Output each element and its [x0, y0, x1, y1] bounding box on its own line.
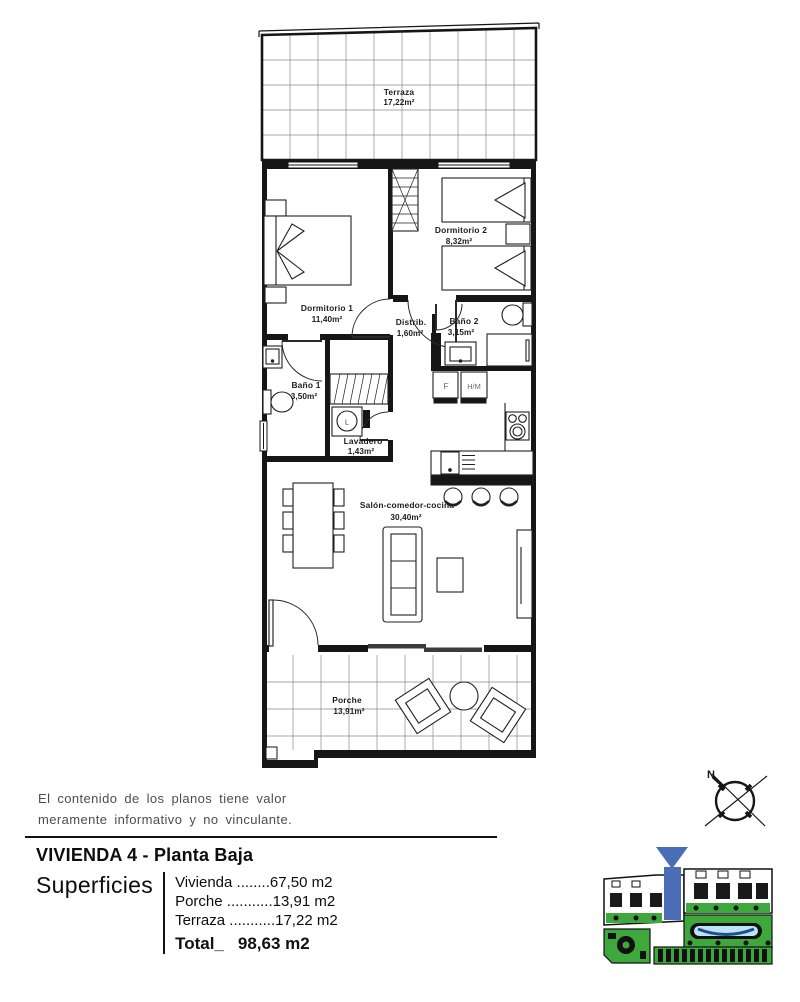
porch-table-icon — [450, 682, 478, 710]
room-label-salon: Salón-comedor-cocina — [359, 500, 455, 510]
washer-label: L — [345, 419, 349, 427]
room-area-salon: 30,40m² — [390, 513, 422, 522]
surface-label: Porche — [175, 893, 223, 910]
wardrobe-icon — [330, 374, 388, 404]
room-area-lavadero: 1,43m² — [347, 447, 375, 456]
surfaces-heading: Superficies — [36, 872, 154, 898]
room-label-bano2: Baño 2 — [449, 316, 479, 326]
disclaimer-line2: meramente informativo y no vinculante. — [38, 812, 293, 828]
shower-icon — [487, 334, 532, 366]
title-block-divider — [25, 836, 497, 838]
closet-icon — [392, 169, 418, 231]
floor-plan-drawing — [255, 20, 545, 770]
room-area-porche: 13,91m² — [333, 707, 365, 716]
surface-value: 17,22 m2 — [275, 912, 338, 929]
sink-icon — [263, 346, 282, 368]
room-label-dormitorio2: Dormitorio 2 — [434, 225, 488, 235]
outdoor-armchair-icon — [395, 678, 450, 733]
toilet-icon — [263, 390, 293, 414]
room-label-dormitorio1: Dormitorio 1 — [300, 303, 354, 313]
single-bed-icon — [442, 246, 531, 290]
room-area-bano2: 3,15m² — [447, 328, 475, 337]
oven-microwave-label: H/M — [467, 382, 481, 391]
door-dormitorio1 — [352, 299, 390, 337]
surface-value: 13,91 m2 — [272, 893, 336, 910]
tv-unit-icon — [517, 530, 532, 618]
total-value: 98,63 m2 — [237, 934, 310, 953]
dining-table-icon — [283, 483, 344, 568]
room-area-dormitorio2: 8,32m² — [445, 237, 473, 246]
surface-row-porche — [175, 892, 338, 911]
room-label-distribuidor: Distrib. — [395, 317, 427, 327]
compass-rose — [698, 762, 778, 837]
surface-label: Vivienda — [175, 874, 233, 891]
site-buildings-right — [684, 869, 772, 913]
site-plan-thumbnail — [598, 843, 778, 965]
disclaimer-line1: El contenido de los planos tiene valor — [38, 791, 287, 806]
sofa-icon — [383, 527, 422, 622]
room-area-bano1: 3,50m² — [290, 392, 318, 401]
surface-value: 67,50 m2 — [269, 874, 333, 891]
room-porche — [262, 652, 536, 768]
site-parking-row — [654, 947, 772, 964]
surfaces-table — [175, 872, 338, 954]
surface-row-vivienda — [175, 873, 338, 892]
sink-icon — [445, 342, 476, 365]
nightstand-icon — [265, 200, 286, 216]
site-yard-left — [604, 929, 650, 963]
door-bano1 — [282, 341, 322, 381]
fridge-label: F — [443, 381, 449, 391]
kitchen-peninsula — [431, 451, 533, 485]
room-area-dormitorio1: 11,40m² — [311, 315, 343, 324]
room-label-terraza: Terraza — [383, 87, 415, 97]
nightstand-icon — [506, 224, 530, 244]
room-label-lavadero: Lavadero — [343, 436, 383, 446]
surface-total-row — [175, 934, 338, 954]
hob-icon — [505, 403, 529, 451]
bar-stools-icon — [444, 488, 518, 506]
surface-label: Terraza — [175, 912, 226, 929]
door-entrance — [269, 600, 318, 646]
dot-leader: ........ — [232, 874, 270, 891]
room-area-distribuidor: 1,60m² — [396, 329, 424, 338]
total-label: Total_ — [175, 934, 224, 953]
nightstand-icon — [265, 287, 286, 303]
toilet-icon — [502, 303, 532, 326]
dot-leader: ........... — [222, 893, 273, 910]
double-bed-icon — [264, 200, 351, 303]
site-pool-zone — [684, 915, 772, 949]
room-area-terraza: 17,22m² — [383, 98, 415, 107]
plan-title: VIVIENDA 4 - Planta Baja — [36, 845, 254, 865]
surfaces-separator — [163, 872, 165, 954]
dot-leader: ........... — [225, 912, 276, 929]
room-label-bano1: Baño 1 — [291, 380, 321, 390]
outdoor-armchair-icon — [470, 687, 525, 742]
coffee-table-icon — [437, 558, 463, 592]
compass-ticks — [719, 785, 751, 817]
north-label: N — [707, 769, 715, 781]
surface-row-terraza — [175, 911, 338, 930]
disclaimer-note — [38, 788, 292, 831]
single-bed-icon — [442, 178, 531, 222]
room-label-porche: Porche — [332, 695, 362, 705]
title-block — [36, 845, 456, 954]
